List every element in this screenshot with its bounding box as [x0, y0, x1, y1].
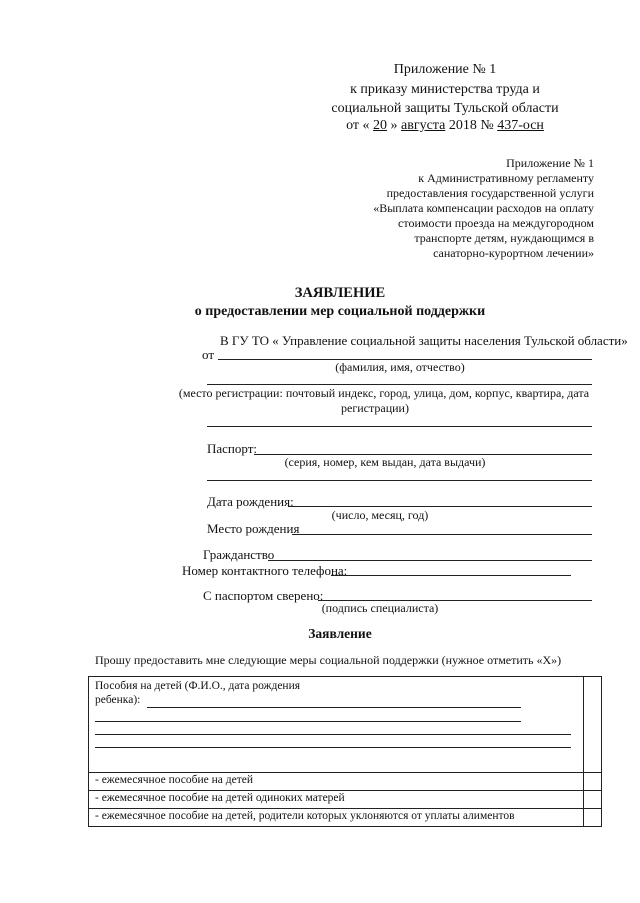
appendix1-line3: социальной защиты Тульской области: [331, 101, 559, 116]
child-benefit-label-2-text: ребенка):: [95, 694, 141, 706]
birthdate-hint: (число, месяц, год): [331, 508, 429, 522]
birthplace-label: Место рождения: [207, 521, 300, 536]
table-row: [89, 791, 602, 809]
address-hint-1: (место регистрации: почтовый индекс, город, улица, дом, корпус, квартира, дата: [178, 386, 590, 400]
appendix2-line-0: Приложение № 1: [506, 156, 594, 170]
document-title: ЗАЯВЛЕНИЕ: [294, 285, 386, 301]
checkbox-cell-2[interactable]: [583, 791, 601, 809]
child-benefit-label-1: Пособия на детей (Ф.И.О., дата рождения: [95, 680, 301, 692]
phone-label: Номер контактного телефона:: [182, 563, 348, 578]
passport-field-2[interactable]: [207, 480, 592, 481]
fio-hint: (фамилия, имя, отчество): [335, 360, 465, 374]
table-row: [89, 677, 602, 773]
child-field-2[interactable]: [95, 721, 521, 722]
addressee: В ГУ ТО « Управление социальной защиты населения Тульской области»: [220, 333, 628, 348]
address-field-1[interactable]: [207, 384, 592, 385]
request-text: Прошу предоставить мне следующие меры социальной поддержки (нужное отметить «Х»): [95, 653, 562, 667]
birthplace-field[interactable]: [292, 534, 592, 535]
benefit-row-0: - ежемесячное пособие на детей: [89, 773, 584, 791]
citizenship-label: Гражданство: [203, 547, 275, 562]
verified-label: С паспортом сверено:: [203, 588, 324, 603]
appendix2-line-2: предоставления государственной услуги: [386, 186, 594, 200]
order-year: 2018 №: [448, 118, 494, 133]
birthdate-label: Дата рождения:: [207, 494, 294, 509]
checkbox-cell-1[interactable]: [583, 773, 601, 791]
appendix1-line2: к приказу министерства труда и: [350, 82, 540, 97]
benefit-row-2: - ежемесячное пособие на детей, родители которых уклоняются от уплаты алиментов: [89, 809, 584, 827]
appendix2-line-1: к Административному регламенту: [418, 171, 594, 185]
document-subtitle: о предоставлении мер социальной поддержки: [194, 304, 486, 319]
child-benefit-label-2: [95, 693, 577, 707]
appendix2-line-6: санаторно-курортном лечении»: [433, 246, 594, 260]
table-row: [89, 773, 602, 791]
address-hint-2: регистрации): [341, 401, 409, 415]
checkbox-cell-3[interactable]: [583, 809, 601, 827]
checkbox-cell-0[interactable]: [583, 677, 601, 773]
appendix2-line-4: стоимости проезда на междугородном: [398, 216, 594, 230]
benefit-row-1: - ежемесячное пособие на детей одиноких матерей: [89, 791, 584, 809]
from-label: от: [202, 347, 215, 362]
phone-field[interactable]: [331, 575, 571, 576]
order-number: 437-осн: [497, 118, 544, 133]
appendix1-line4: [300, 118, 590, 134]
verified-hint: (подпись специалиста): [321, 601, 439, 615]
appendix1-line1: Приложение № 1: [393, 62, 497, 77]
appendix2-line-5: транспорте детям, нуждающимся в: [414, 231, 594, 245]
benefits-table: [88, 676, 602, 827]
passport-label: Паспорт:: [207, 441, 258, 456]
order-day: 20: [373, 118, 388, 133]
order-date-prefix: от «: [346, 118, 370, 133]
child-benefit-cell: [89, 677, 584, 773]
appendix2-line-3: «Выплата компенсации расходов на оплату: [373, 201, 594, 215]
table-row: [89, 809, 602, 827]
birthdate-field[interactable]: [288, 506, 592, 507]
child-field-4[interactable]: [95, 747, 571, 748]
citizenship-field[interactable]: [268, 560, 592, 561]
address-field-2[interactable]: [207, 426, 592, 427]
child-field-1[interactable]: [147, 707, 521, 708]
order-month: августа: [401, 118, 446, 133]
child-field-3[interactable]: [95, 734, 571, 735]
passport-hint: (серия, номер, кем выдан, дата выдачи): [284, 455, 486, 469]
section-title: Заявление: [308, 626, 372, 641]
order-date-mid: »: [390, 118, 398, 133]
